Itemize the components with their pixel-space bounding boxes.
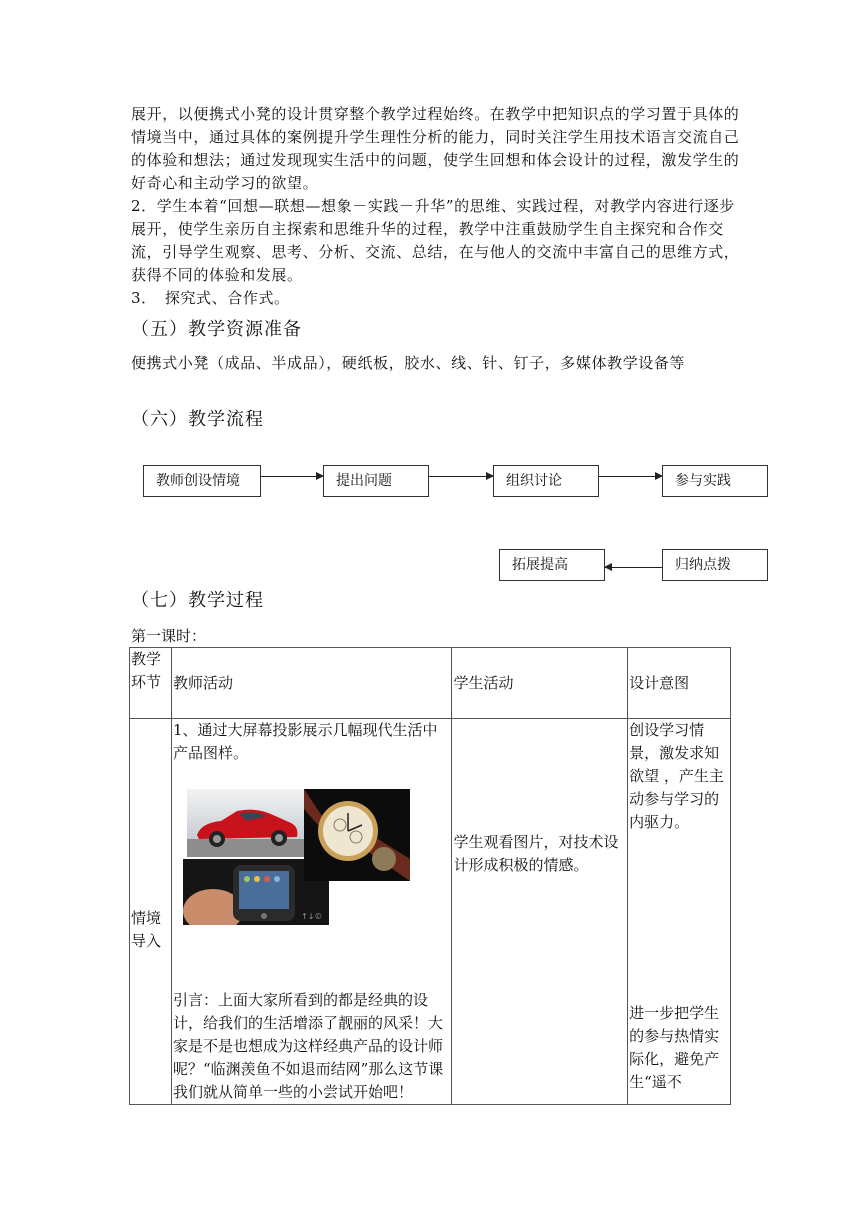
flow-step-teacher-situation: 教师创设情境 [143,465,261,497]
flow-step-raise-question: 提出问题 [323,465,429,497]
teacher-activity-cell [171,719,452,1105]
section7-heading: （七）教学过程 [131,590,264,611]
teacher-activity-text: 1、通过大屏幕投影展示几幅现代生活中产品图样。 [172,721,438,762]
teaching-process-table [129,647,731,1105]
flow-arrow-2 [429,476,493,477]
table-header-row [130,648,731,719]
intro-paragraph-1: 展开，以便携式小凳的设计贯穿整个教学过程始终。在教学中把知识点的学习置于具体的情境当中，通过具体的案例提升学生理性分析的能力，同时关注学生用技术语言交流自己的体验和想法；通过发现现实生活中的问题，使学生回想和体会设计的过程，激发学生的好奇心和主动学习的欲望。 [131,105,740,192]
design-intent-cell [628,719,731,1105]
car-photo [187,789,304,857]
section5-body: 便携式小凳（成品、半成品），硬纸板，胶水、线、针、钉子，多媒体教学设备等 [131,354,686,372]
flow-step-extension: 拓展提高 [499,549,605,581]
section6-heading: （六）教学流程 [131,409,264,430]
product-photos [173,789,452,949]
intro-paragraph-3: 3． 探究式、合作式。 [131,289,290,307]
lesson-label: 第一课时： [131,627,207,645]
header-student: 学生活动 [452,648,628,719]
header-intent: 设计意图 [628,648,731,719]
flow-arrow-4 [605,567,662,568]
flow-arrow-1 [261,476,323,477]
intro-paragraph-2: 2．学生本着“回想—联想—想象－实践－升华”的思维、实践过程，对教学内容进行逐步展开，使学生亲历自主探索和思维升华的过程，教学中注重鼓励学生自主探究和合作交流，引导学生观察、思考、分析、交流、总结，在与他人的交流中丰富自己的思维方式，获得不同的体验和发展。 [131,197,740,284]
flow-step-practice: 参与实践 [662,465,768,497]
flow-step-summary: 归纳点拨 [662,549,768,581]
student-activity-cell: 学生观看图片，对技术设计形成积极的情感。 [452,719,628,1105]
section5-heading: （五）教学资源准备 [131,319,302,340]
header-stage: 教学环节 [130,648,172,719]
watch-photo [304,789,410,881]
design-intent-2: 进一步把学生的参与热情实际化，避免产生“遥不 [629,1004,720,1091]
design-intent-1: 创设学习情景，激发求知欲望 ，产生主动参与学习的内驱力。 [629,721,724,831]
teacher-intro-speech: 引言：上面大家所看到的都是经典的设计，给我们的生活增添了靓丽的风采！大家是不是也想成为这样经典产品的设计师呢？“临渊羡鱼不如退而结网”那么这节课我们就从简单一些的小尝试开始吧！ [172,991,444,1101]
header-teacher: 教师活动 [171,648,452,719]
flow-step-discussion: 组织讨论 [493,465,599,497]
stage-cell: 情境导入 [130,719,172,1105]
svg-text:↑↓©: ↑↓© [300,912,323,921]
flow-arrow-3 [599,476,662,477]
table-row [130,719,731,1105]
